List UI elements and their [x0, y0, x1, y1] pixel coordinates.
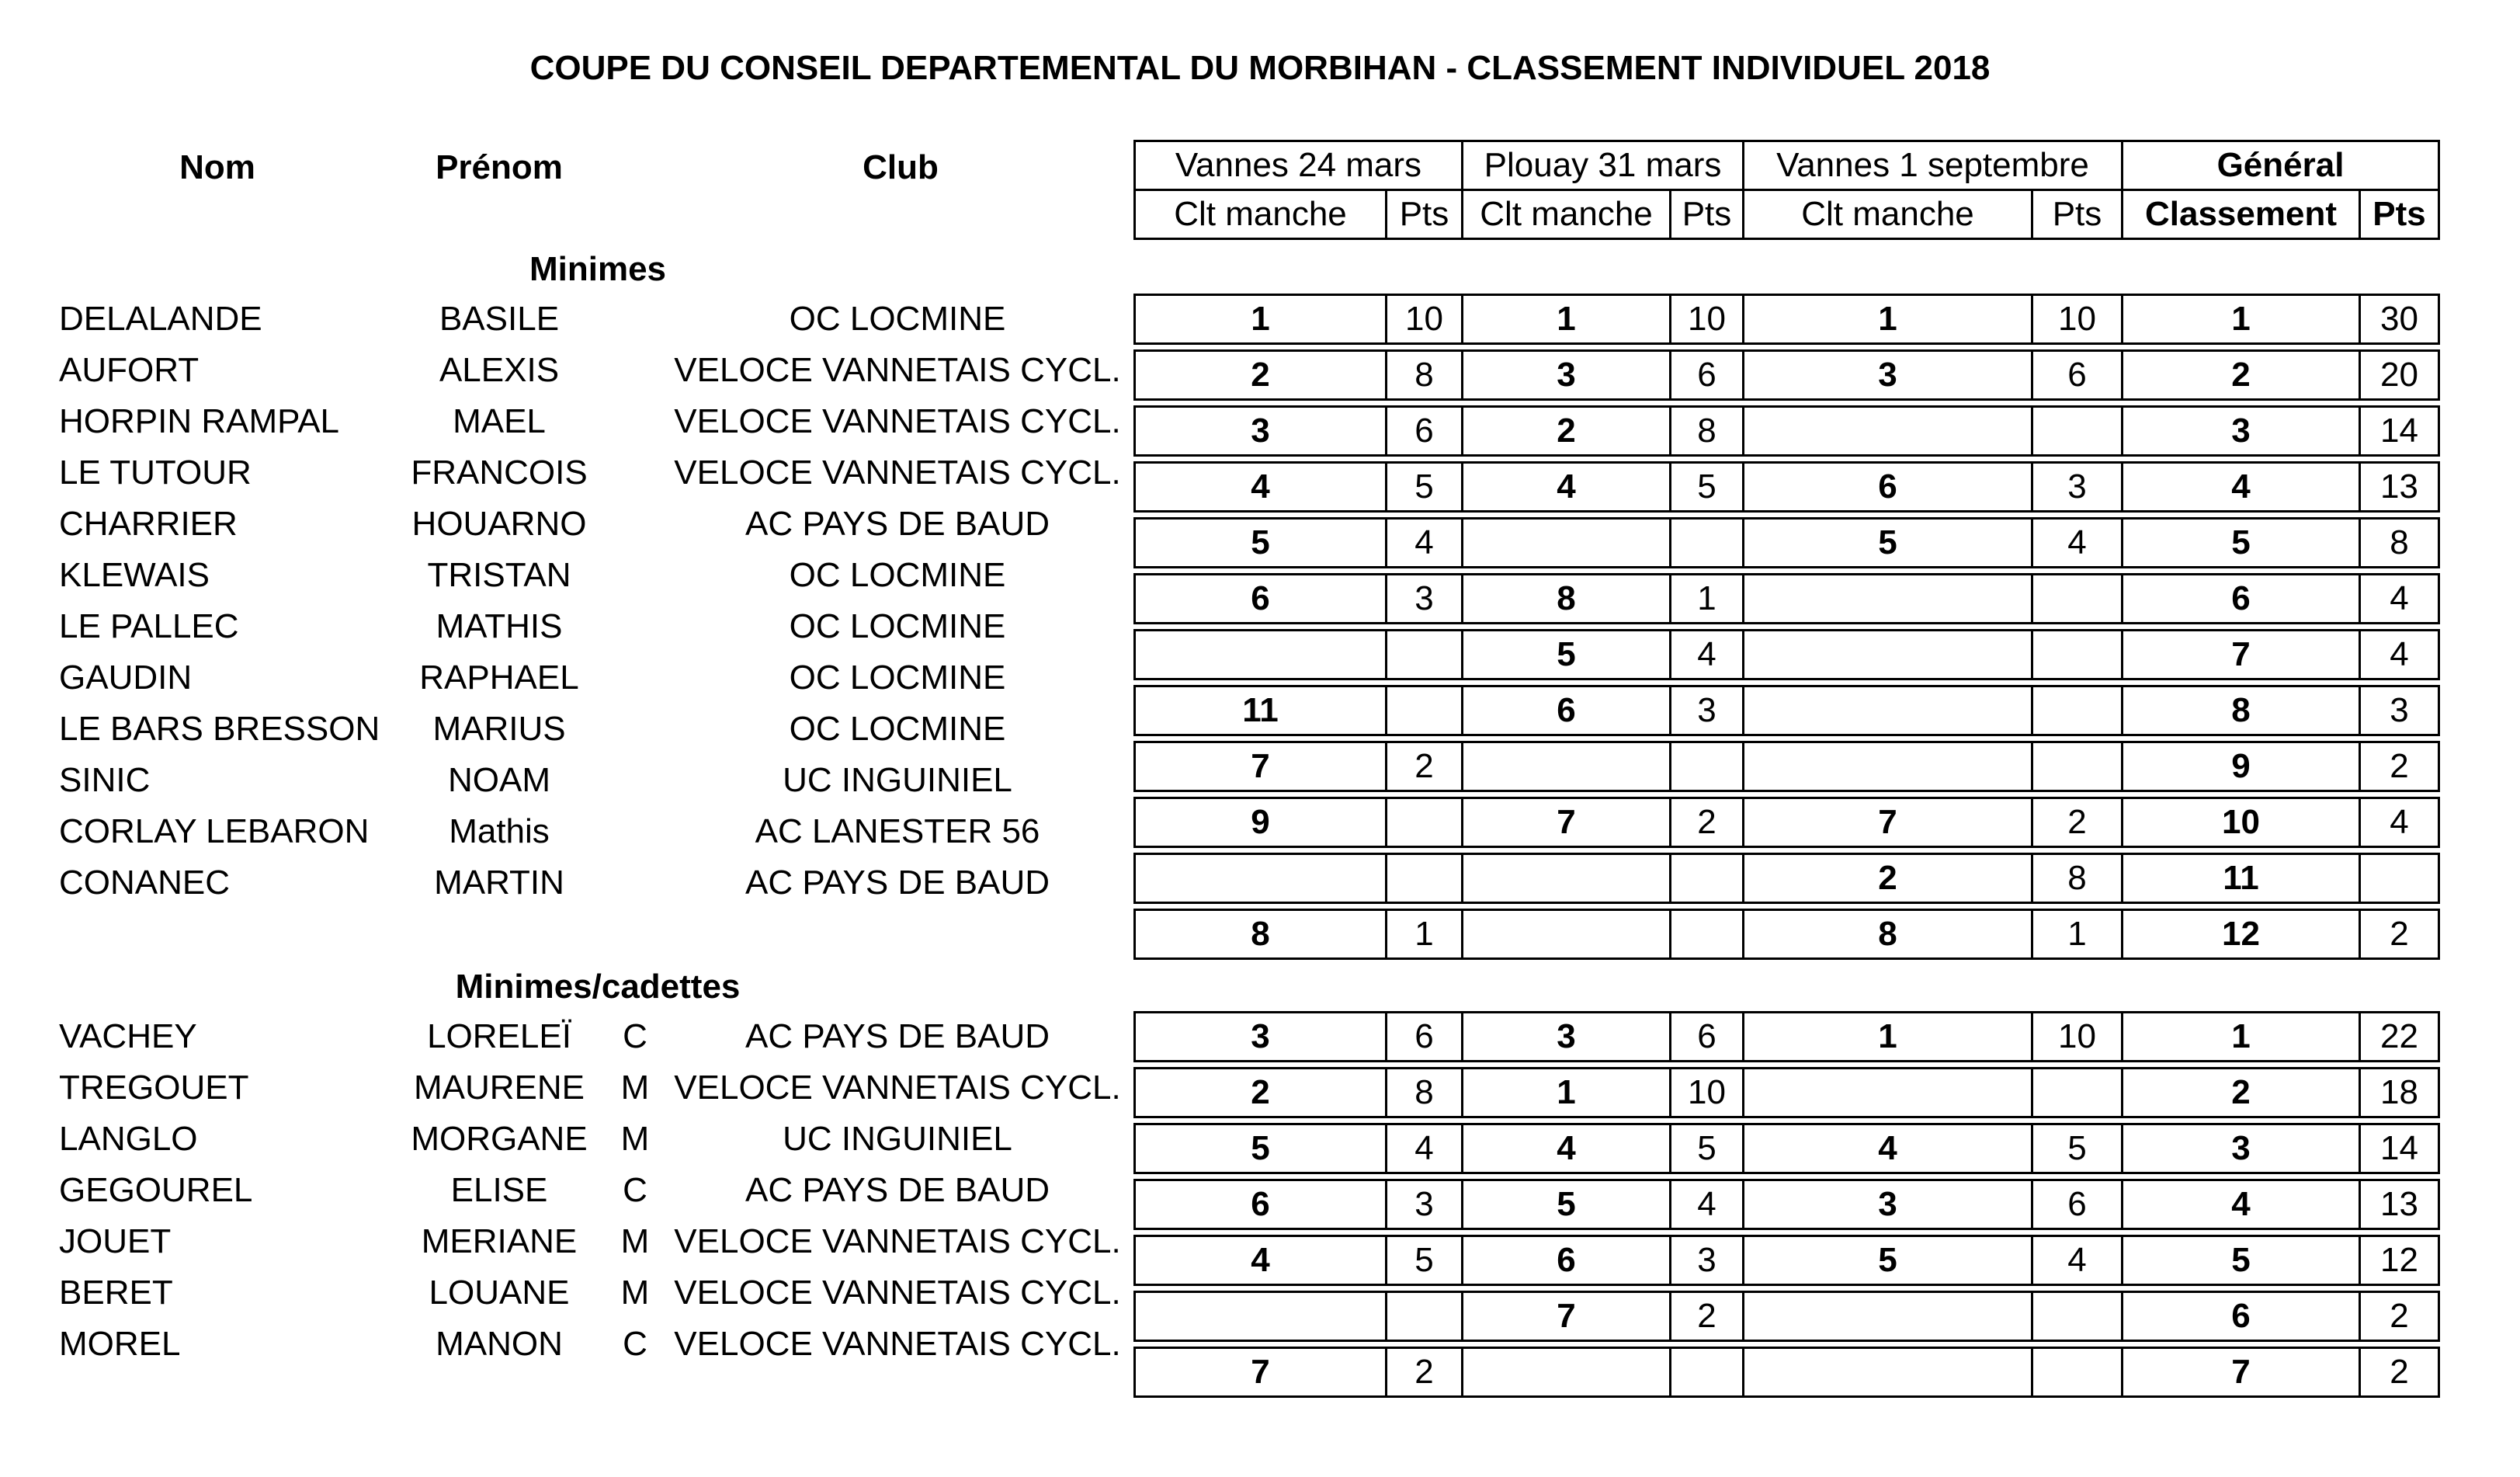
race-header-grid [1133, 140, 2440, 240]
pts-general-cell: 4 [2360, 575, 2439, 624]
pts-general-cell [2360, 854, 2439, 903]
athlete-category [606, 755, 665, 806]
table-row [1135, 686, 2439, 735]
classement-cell: 1 [2123, 1013, 2360, 1062]
athlete-firstname: LOUANE [429, 1274, 570, 1312]
clt-manche-2-cell: 6 [1463, 1236, 1671, 1285]
table-row [1135, 1069, 2439, 1117]
pts-3-cell [2032, 742, 2123, 791]
clt-manche-2-cell [1463, 519, 1671, 568]
header-race-2: Plouay 31 mars [1463, 141, 1744, 190]
athlete-firstname: NOAM [448, 761, 550, 799]
table-row [1135, 1236, 2439, 1285]
clt-manche-1-cell: 6 [1135, 575, 1387, 624]
classement-cell: 2 [2123, 1069, 2360, 1117]
clt-manche-1-cell: 3 [1135, 407, 1387, 456]
classement-cell: 8 [2123, 686, 2360, 735]
athlete-category [606, 550, 665, 601]
clt-manche-2-cell: 3 [1463, 351, 1671, 400]
clt-manche-1-cell: 3 [1135, 1013, 1387, 1062]
athlete-category: M [620, 1069, 650, 1107]
athlete-club: AC PAYS DE BAUD [745, 505, 1050, 543]
table-row [1135, 631, 2439, 679]
header-pts-1: Pts [1387, 190, 1463, 239]
header-pts-2: Pts [1671, 190, 1744, 239]
athlete-surname: LE PALLEC [59, 607, 239, 645]
clt-manche-1-cell: 11 [1135, 686, 1387, 735]
pts-1-cell: 4 [1387, 519, 1463, 568]
pts-general-cell: 12 [2360, 1236, 2439, 1285]
table-row [1135, 1124, 2439, 1173]
pts-general-cell: 4 [2360, 631, 2439, 679]
clt-manche-3-cell: 1 [1744, 1013, 2032, 1062]
pts-2-cell: 5 [1671, 1124, 1744, 1173]
pts-1-cell: 6 [1387, 1013, 1463, 1062]
athlete-firstname: MANON [436, 1325, 563, 1363]
clt-manche-3-cell: 5 [1744, 519, 2032, 568]
pts-2-cell: 6 [1671, 1013, 1744, 1062]
row-spacer [1135, 1341, 2439, 1348]
pts-2-cell: 4 [1671, 631, 1744, 679]
row-spacer [1135, 456, 2439, 463]
pts-2-cell [1671, 854, 1744, 903]
pts-2-cell: 3 [1671, 1236, 1744, 1285]
pts-1-cell [1387, 631, 1463, 679]
clt-manche-1-cell: 7 [1135, 742, 1387, 791]
table-row [1135, 1013, 2439, 1062]
clt-manche-3-cell: 1 [1744, 295, 2032, 344]
clt-manche-3-cell [1744, 575, 2032, 624]
clt-manche-3-cell [1744, 1069, 2032, 1117]
athlete-club: VELOCE VANNETAIS CYCL. [674, 351, 1121, 389]
pts-3-cell [2032, 1348, 2123, 1397]
athlete-club: OC LOCMINE [789, 556, 1006, 594]
header-clt-manche-3: Clt manche [1744, 190, 2032, 239]
clt-manche-1-cell: 4 [1135, 463, 1387, 512]
classement-cell: 7 [2123, 1348, 2360, 1397]
athlete-surname: CORLAY LEBARON [59, 812, 370, 850]
clt-manche-3-cell [1744, 1348, 2032, 1397]
pts-general-cell: 13 [2360, 1180, 2439, 1229]
table-row [1135, 854, 2439, 903]
clt-manche-3-cell: 5 [1744, 1236, 2032, 1285]
athlete-club: UC INGUINIEL [783, 761, 1012, 799]
classement-cell: 4 [2123, 463, 2360, 512]
clt-manche-3-cell: 4 [1744, 1124, 2032, 1173]
clt-manche-1-cell: 1 [1135, 295, 1387, 344]
athlete-surname: KLEWAIS [59, 556, 210, 594]
table-row [1135, 1292, 2439, 1341]
athlete-club: UC INGUINIEL [783, 1120, 1012, 1158]
athlete-firstname: RAPHAEL [419, 659, 579, 697]
table-row [1135, 1348, 2439, 1397]
athlete-category: M [620, 1120, 650, 1158]
clt-manche-2-cell: 5 [1463, 631, 1671, 679]
header-clt-manche-2: Clt manche [1463, 190, 1671, 239]
pts-1-cell: 10 [1387, 295, 1463, 344]
athlete-surname: BERET [59, 1274, 173, 1312]
athlete-club: OC LOCMINE [789, 659, 1006, 697]
athlete-category [606, 652, 665, 704]
athlete-firstname: MORGANE [411, 1120, 588, 1158]
classement-cell: 5 [2123, 519, 2360, 568]
pts-1-cell [1387, 798, 1463, 847]
pts-3-cell [2032, 631, 2123, 679]
section-title-minimes: Minimes [529, 250, 667, 288]
clt-manche-3-cell: 6 [1744, 463, 2032, 512]
clt-manche-2-cell [1463, 910, 1671, 959]
athlete-category [606, 499, 665, 550]
results-grid-minimes [1133, 294, 2440, 960]
header-nom: Nom [179, 148, 255, 186]
table-row [1135, 463, 2439, 512]
row-spacer [1135, 735, 2439, 742]
header-pts-3: Pts [2032, 190, 2123, 239]
header-race-1: Vannes 24 mars [1135, 141, 1463, 190]
pts-general-cell: 30 [2360, 295, 2439, 344]
athlete-club: VELOCE VANNETAIS CYCL. [674, 454, 1121, 492]
athlete-surname: CONANEC [59, 864, 231, 902]
athlete-category [606, 806, 665, 857]
athlete-category: C [623, 1017, 647, 1055]
athlete-club: AC PAYS DE BAUD [745, 1017, 1050, 1055]
pts-2-cell: 3 [1671, 686, 1744, 735]
athlete-surname: GAUDIN [59, 659, 193, 697]
athlete-club: VELOCE VANNETAIS CYCL. [674, 1325, 1121, 1363]
athlete-surname: AUFORT [59, 351, 200, 389]
classement-cell: 7 [2123, 631, 2360, 679]
clt-manche-3-cell [1744, 631, 2032, 679]
athlete-firstname: MAEL [453, 402, 546, 440]
athlete-club: VELOCE VANNETAIS CYCL. [674, 1274, 1121, 1312]
header-classement: Classement [2123, 190, 2360, 239]
row-spacer [1135, 679, 2439, 686]
clt-manche-1-cell [1135, 854, 1387, 903]
pts-general-cell: 2 [2360, 1292, 2439, 1341]
header-general: Général [2123, 141, 2439, 190]
pts-1-cell: 8 [1387, 1069, 1463, 1117]
pts-2-cell: 8 [1671, 407, 1744, 456]
clt-manche-1-cell: 5 [1135, 519, 1387, 568]
clt-manche-1-cell: 5 [1135, 1124, 1387, 1173]
header-clt-manche-1: Clt manche [1135, 190, 1387, 239]
clt-manche-2-cell [1463, 742, 1671, 791]
clt-manche-3-cell: 2 [1744, 854, 2032, 903]
row-spacer [1135, 568, 2439, 575]
row-spacer [1135, 624, 2439, 631]
row-spacer [1135, 903, 2439, 910]
clt-manche-2-cell: 4 [1463, 463, 1671, 512]
athlete-firstname: MERIANE [421, 1222, 578, 1260]
clt-manche-1-cell: 2 [1135, 1069, 1387, 1117]
athlete-surname: JOUET [59, 1222, 172, 1260]
classement-cell: 6 [2123, 575, 2360, 624]
clt-manche-2-cell: 4 [1463, 1124, 1671, 1173]
document-title: COUPE DU CONSEIL DEPARTEMENTAL DU MORBIHAN - CLASSEMENT INDIVIDUEL 2018 [529, 49, 1991, 87]
classement-cell: 10 [2123, 798, 2360, 847]
athlete-firstname: MARTIN [434, 864, 564, 902]
athlete-surname: CHARRIER [59, 505, 238, 543]
athlete-surname: VACHEY [59, 1017, 197, 1055]
pts-1-cell [1387, 1292, 1463, 1341]
athlete-category: M [620, 1274, 650, 1312]
pts-2-cell: 10 [1671, 1069, 1744, 1117]
classement-cell: 6 [2123, 1292, 2360, 1341]
clt-manche-2-cell: 5 [1463, 1180, 1671, 1229]
row-spacer [1135, 1285, 2439, 1292]
table-row [1135, 1180, 2439, 1229]
clt-manche-3-cell: 7 [1744, 798, 2032, 847]
pts-general-cell: 3 [2360, 686, 2439, 735]
row-spacer [1135, 1062, 2439, 1069]
classement-cell: 5 [2123, 1236, 2360, 1285]
header-club: Club [863, 148, 939, 186]
pts-general-cell: 2 [2360, 1348, 2439, 1397]
athlete-club: AC LANESTER 56 [755, 812, 1040, 850]
classement-cell: 2 [2123, 351, 2360, 400]
athlete-category [606, 294, 665, 345]
athlete-firstname: MARIUS [432, 710, 566, 748]
pts-2-cell: 1 [1671, 575, 1744, 624]
athlete-surname: HORPIN RAMPAL [59, 402, 340, 440]
clt-manche-3-cell: 8 [1744, 910, 2032, 959]
table-row [1135, 742, 2439, 791]
athlete-club: VELOCE VANNETAIS CYCL. [674, 1222, 1121, 1260]
pts-general-cell: 8 [2360, 519, 2439, 568]
athlete-category [606, 396, 665, 447]
athlete-category [606, 447, 665, 499]
pts-general-cell: 4 [2360, 798, 2439, 847]
clt-manche-2-cell: 7 [1463, 798, 1671, 847]
clt-manche-1-cell [1135, 631, 1387, 679]
athlete-club: VELOCE VANNETAIS CYCL. [674, 402, 1121, 440]
table-row [1135, 407, 2439, 456]
clt-manche-2-cell: 1 [1463, 295, 1671, 344]
pts-1-cell: 3 [1387, 575, 1463, 624]
section-title-minimes-cadettes: Minimes/cadettes [455, 968, 741, 1006]
pts-1-cell: 5 [1387, 1236, 1463, 1285]
clt-manche-3-cell [1744, 742, 2032, 791]
header-race-3: Vannes 1 septembre [1744, 141, 2123, 190]
athlete-category: M [620, 1222, 650, 1260]
pts-1-cell: 6 [1387, 407, 1463, 456]
table-row [1135, 910, 2439, 959]
pts-3-cell: 2 [2032, 798, 2123, 847]
athlete-club: OC LOCMINE [789, 710, 1006, 748]
classement-cell: 9 [2123, 742, 2360, 791]
pts-general-cell: 13 [2360, 463, 2439, 512]
pts-general-cell: 20 [2360, 351, 2439, 400]
pts-3-cell: 5 [2032, 1124, 2123, 1173]
pts-general-cell: 14 [2360, 407, 2439, 456]
athlete-club: VELOCE VANNETAIS CYCL. [674, 1069, 1121, 1107]
pts-2-cell: 2 [1671, 1292, 1744, 1341]
row-spacer [1135, 791, 2439, 798]
athlete-surname: SINIC [59, 761, 151, 799]
pts-3-cell: 4 [2032, 1236, 2123, 1285]
pts-2-cell: 10 [1671, 295, 1744, 344]
pts-1-cell: 1 [1387, 910, 1463, 959]
athlete-category [606, 345, 665, 396]
athlete-category [606, 601, 665, 652]
clt-manche-1-cell [1135, 1292, 1387, 1341]
row-spacer [1135, 1117, 2439, 1124]
clt-manche-3-cell: 3 [1744, 1180, 2032, 1229]
pts-1-cell: 4 [1387, 1124, 1463, 1173]
athlete-surname: LANGLO [59, 1120, 198, 1158]
pts-1-cell: 8 [1387, 351, 1463, 400]
pts-1-cell: 3 [1387, 1180, 1463, 1229]
row-spacer [1135, 344, 2439, 351]
row-spacer [1135, 847, 2439, 854]
table-row [1135, 798, 2439, 847]
pts-1-cell [1387, 854, 1463, 903]
athlete-category [606, 704, 665, 755]
pts-general-cell: 14 [2360, 1124, 2439, 1173]
pts-general-cell: 18 [2360, 1069, 2439, 1117]
clt-manche-2-cell: 7 [1463, 1292, 1671, 1341]
row-spacer [1135, 512, 2439, 519]
athlete-club: OC LOCMINE [789, 300, 1006, 338]
clt-manche-2-cell: 6 [1463, 686, 1671, 735]
table-row [1135, 351, 2439, 400]
pts-2-cell [1671, 519, 1744, 568]
clt-manche-2-cell [1463, 1348, 1671, 1397]
pts-2-cell [1671, 1348, 1744, 1397]
classement-cell: 3 [2123, 407, 2360, 456]
athlete-category: C [623, 1325, 647, 1363]
pts-3-cell: 8 [2032, 854, 2123, 903]
athlete-category: C [623, 1171, 647, 1209]
athlete-firstname: FRANCOIS [411, 454, 588, 492]
athlete-club: AC PAYS DE BAUD [745, 1171, 1050, 1209]
clt-manche-2-cell: 3 [1463, 1013, 1671, 1062]
classement-cell: 1 [2123, 295, 2360, 344]
athlete-firstname: LORELEÏ [427, 1017, 571, 1055]
pts-2-cell: 4 [1671, 1180, 1744, 1229]
pts-3-cell [2032, 1069, 2123, 1117]
clt-manche-1-cell: 6 [1135, 1180, 1387, 1229]
pts-3-cell: 4 [2032, 519, 2123, 568]
header-prenom: Prénom [436, 148, 563, 186]
clt-manche-2-cell: 1 [1463, 1069, 1671, 1117]
athlete-category [606, 857, 665, 909]
pts-general-cell: 2 [2360, 742, 2439, 791]
athlete-firstname: ALEXIS [439, 351, 560, 389]
clt-manche-2-cell [1463, 854, 1671, 903]
pts-3-cell [2032, 575, 2123, 624]
athlete-firstname: HOUARNO [411, 505, 587, 543]
table-row [1135, 575, 2439, 624]
pts-general-cell: 22 [2360, 1013, 2439, 1062]
pts-3-cell [2032, 407, 2123, 456]
pts-3-cell: 10 [2032, 1013, 2123, 1062]
clt-manche-1-cell: 4 [1135, 1236, 1387, 1285]
classement-cell: 3 [2123, 1124, 2360, 1173]
pts-1-cell: 2 [1387, 742, 1463, 791]
pts-2-cell [1671, 910, 1744, 959]
clt-manche-1-cell: 2 [1135, 351, 1387, 400]
classement-cell: 4 [2123, 1180, 2360, 1229]
athlete-firstname: TRISTAN [427, 556, 571, 594]
pts-3-cell: 6 [2032, 1180, 2123, 1229]
athlete-surname: DELALANDE [59, 300, 262, 338]
athlete-surname: TREGOUET [59, 1069, 249, 1107]
clt-manche-1-cell: 8 [1135, 910, 1387, 959]
pts-1-cell: 5 [1387, 463, 1463, 512]
pts-2-cell: 5 [1671, 463, 1744, 512]
pts-2-cell: 2 [1671, 798, 1744, 847]
athlete-firstname: MATHIS [436, 607, 563, 645]
athlete-firstname: ELISE [450, 1171, 548, 1209]
clt-manche-2-cell: 2 [1463, 407, 1671, 456]
results-grid-minimes-cadettes [1133, 1011, 2440, 1398]
athlete-club: OC LOCMINE [789, 607, 1006, 645]
clt-manche-1-cell: 9 [1135, 798, 1387, 847]
athlete-surname: LE BARS BRESSON [59, 710, 380, 748]
header-pts-general: Pts [2360, 190, 2439, 239]
athlete-surname: MOREL [59, 1325, 181, 1363]
athlete-surname: LE TUTOUR [59, 454, 252, 492]
clt-manche-3-cell: 3 [1744, 351, 2032, 400]
pts-3-cell: 1 [2032, 910, 2123, 959]
classement-cell: 11 [2123, 854, 2360, 903]
pts-3-cell [2032, 686, 2123, 735]
classement-cell: 12 [2123, 910, 2360, 959]
athlete-firstname: MAURENE [413, 1069, 585, 1107]
pts-2-cell [1671, 742, 1744, 791]
clt-manche-3-cell [1744, 686, 2032, 735]
table-row [1135, 295, 2439, 344]
athlete-firstname: BASILE [439, 300, 560, 338]
pts-3-cell: 10 [2032, 295, 2123, 344]
pts-1-cell [1387, 686, 1463, 735]
pts-general-cell: 2 [2360, 910, 2439, 959]
pts-3-cell [2032, 1292, 2123, 1341]
pts-2-cell: 6 [1671, 351, 1744, 400]
athlete-firstname: Mathis [449, 812, 550, 850]
clt-manche-1-cell: 7 [1135, 1348, 1387, 1397]
row-spacer [1135, 400, 2439, 407]
row-spacer [1135, 1229, 2439, 1236]
pts-1-cell: 2 [1387, 1348, 1463, 1397]
athlete-surname: GEGOUREL [59, 1171, 253, 1209]
pts-3-cell: 3 [2032, 463, 2123, 512]
clt-manche-3-cell [1744, 1292, 2032, 1341]
clt-manche-3-cell [1744, 407, 2032, 456]
row-spacer [1135, 1173, 2439, 1180]
clt-manche-2-cell: 8 [1463, 575, 1671, 624]
pts-3-cell: 6 [2032, 351, 2123, 400]
athlete-club: AC PAYS DE BAUD [745, 864, 1050, 902]
table-row [1135, 519, 2439, 568]
